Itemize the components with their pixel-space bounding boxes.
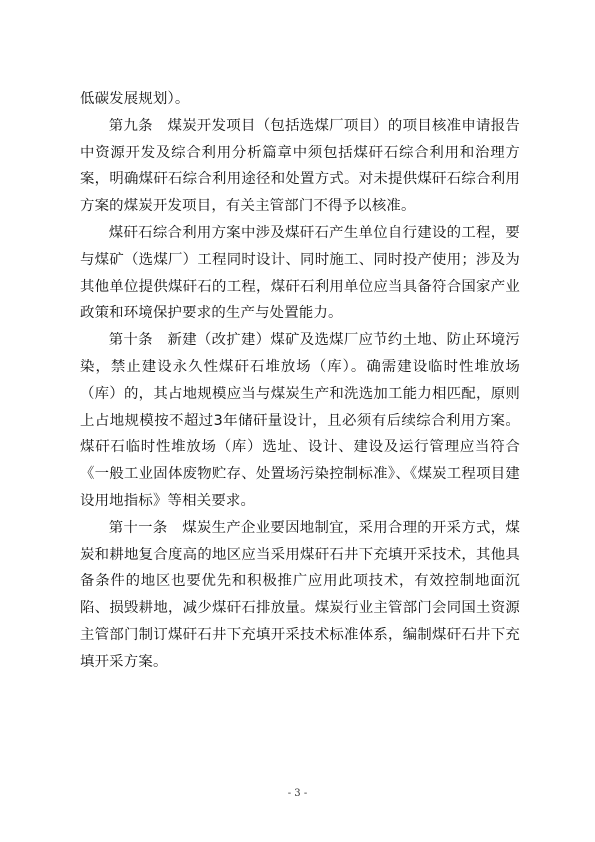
- page-number: - 3 -: [287, 788, 308, 799]
- paragraph-continuation: 低碳发展规划）。: [80, 91, 190, 107]
- paragraph-utilization-plan: 煤矸石综合利用方案中涉及煤矸石产生单位自行建设的工程，要与煤矿（选煤厂）工程同时设计、同时施工、同时投产使用；涉及为其他单位提供煤矸石的工程，煤矸石利用单位应当具备符合国家产业政策和环境保护要求的生产与处置能力。: [80, 224, 520, 322]
- paragraph-article-9: 第九条 煤炭开发项目（包括选煤厂项目）的项目核准申请报告中资源开发及综合利用分析篇章中须包括煤矸石综合利用和治理方案，明确煤矸石综合利用途径和处置方式。对未提供煤矸石综合利用方案的煤炭开发项目，有关主管部门不得予以核准。: [80, 117, 520, 215]
- paragraph-article-10: 第十条 新建（改扩建）煤矿及选煤厂应节约土地、防止环境污染，禁止建设永久性煤矸石堆放场（库）。确需建设临时性堆放场（库）的，其占地规模应当与煤炭生产和洗选加工能力相匹配，原则上占地规模按不超过3年储矸量设计，且必须有后续综合利用方案。煤矸石临时性堆放场（库）选址、设计、建设及运行管理应当符合《一般工业固体废物贮存、处置场污染控制标准》、《煤炭工程项目建设用地指标》等相关要求。: [80, 332, 520, 509]
- document-body: [80, 86, 520, 676]
- paragraph-article-11: 第十一条 煤炭生产企业要因地制宜，采用合理的开采方式，煤炭和耕地复合度高的地区应当采用煤矸石井下充填开采技术，其他具备条件的地区也要优先和积极推广应用此项技术，有效控制地面沉陷、损毁耕地，减少煤矸石排放量。煤炭行业主管部门会同国土资源主管部门制订煤矸石井下充填开采技术标准体系，编制煤矸石井下充填开采方案。: [80, 519, 520, 670]
